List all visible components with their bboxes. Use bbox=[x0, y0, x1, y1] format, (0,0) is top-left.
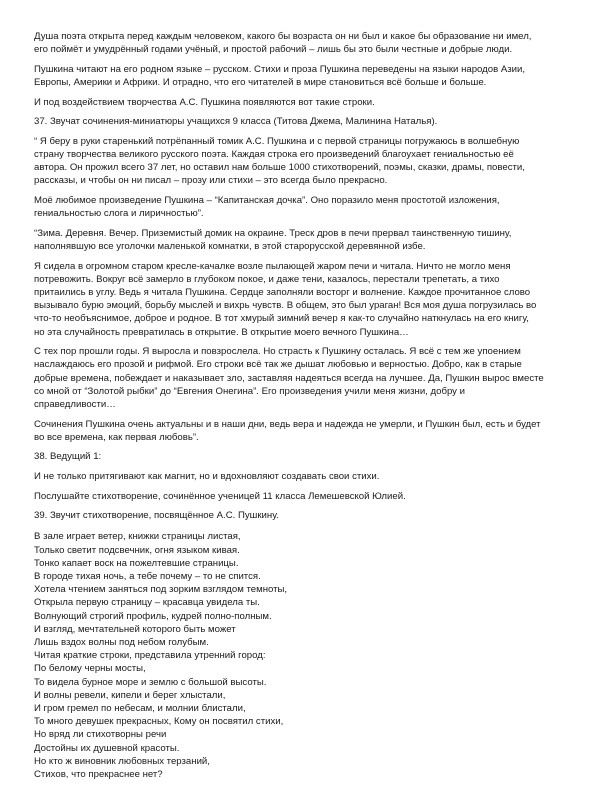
essay-2-paragraph-3: С тех пор прошли годы. Я выросла и повзрослела. Но страсть к Пушкину осталась. Я всё с тем же упоением наслаждаюсь его прозой и рифмой. Его строки всё так же дышат любовью и верностью. Добро, как в старые добрые времена, побеждает и наказывает зло, заставляя надеяться всегда на лучшее. Да, Пушкин вырос вместе со мной от “Золотой рыбки” до “Евгения Онегина”. Его произведения учили меня жизни, добру и справедливости… bbox=[34, 346, 544, 410]
poem-line: Открыла первую страницу – красавца увидела ты. bbox=[34, 597, 260, 609]
poem-line: Читая краткие строки, представила утренний город: bbox=[34, 650, 266, 662]
essay-2-paragraph-2: Я сидела в огромном старом кресле-качалке возле пылающей жаром печи и читала. Ничто не могло меня потревожить. Вокруг всё замерло в глубоком покое, и даже тени, казалось, перестали трепетать, а тихо притаились в углу. Ведь я читала Пушкина. Сердце заполняли восторг и волнение. Каждое прочитанное слово вызывало бурю эмоций, борьбу мыслей и вихрь чувств. В общем, это был ураган! Вся моя душа погрузилась во что-то необъяснимое, доброе и родное. В тот хмурый зимний вечер я как-то случайно наткнулась на его книгу, но эта случайность превратилась в открытие. В открытие моего вечного Пушкина… bbox=[34, 260, 537, 338]
paragraph-translations: Пушкина читают на его родном языке – русском. Стихи и проза Пушкина переведены на языки народов Азии, Европы, Америки и Африки. И отрадно, что его читателей в мире становиться всё больше и больше. bbox=[34, 63, 526, 88]
poem-line: И волны ревели, кипели и берег хлыстали, bbox=[34, 689, 226, 701]
poem-line: По белому черны мосты, bbox=[34, 663, 146, 675]
poem-line: То видела бурное море и землю с большой высоты. bbox=[34, 676, 267, 688]
document-page bbox=[34, 30, 580, 781]
poem bbox=[34, 530, 580, 781]
poem-line: Но кто ж виновник любовных терзаний, bbox=[34, 755, 210, 767]
poem-line: Тонко капает воск на пожелтевшие страницы. bbox=[34, 557, 239, 569]
poem-line: И гром гремел по небесам, и молнии блистали, bbox=[34, 703, 246, 715]
essay-2-paragraph-1: “Зима. Деревня. Вечер. Приземистый домик на окраине. Треск дров в печи прервал таинственную тишину, наполнявшую все уголочки маленькой комнатки, в этой старорусской деревянной избе. bbox=[34, 227, 512, 252]
paragraph-intro: Душа поэта открыта перед каждым человеком, какого бы возраста он ни был и какое бы образование ни имел, его поймёт и умудрённый годами учёный, и простой рабочий – лишь бы это были честные и добрые люди. bbox=[34, 31, 532, 56]
essay-2-paragraph-4: Сочинения Пушкина очень актуальны и в наши дни, ведь вера и надежда не умерли, и Пушкин был, есть и будет во все времена, как первая любовь”. bbox=[34, 418, 541, 443]
poem-line: В зале играет ветер, книжки страницы листая, bbox=[34, 531, 241, 543]
section-39-heading: 39. Звучит стихотворение, посвящённое А.С. Пушкину. bbox=[34, 510, 279, 522]
poem-line: Только светит подсвечник, огня языком кивая. bbox=[34, 544, 240, 556]
poem-line: Достойны их душевной красоты. bbox=[34, 742, 180, 754]
poem-line: Но вряд ли стихотворны речи bbox=[34, 729, 167, 741]
section-38-heading: 38. Ведущий 1: bbox=[34, 451, 102, 463]
host-line-2: Послушайте стихотворение, сочинённое ученицей 11 класса Лемешевской Юлией. bbox=[34, 490, 406, 502]
poem-line: Хотела чтением заняться под зорким взглядом темноты, bbox=[34, 584, 288, 596]
section-37-heading: 37. Звучат сочинения-миниатюры учащихся 9 класса (Титова Джема, Малинина Наталья). bbox=[34, 116, 438, 128]
poem-line: В городе тихая ночь, а тебе почему – то не спится. bbox=[34, 570, 261, 582]
poem-line: Стихов, что прекраснее нет? bbox=[34, 769, 163, 781]
poem-line: То много девушек прекрасных, Кому он посвятил стихи, bbox=[34, 716, 284, 728]
paragraph-lead-in: И под воздействием творчества А.С. Пушкина появляются вот такие строки. bbox=[34, 96, 375, 108]
essay-1-paragraph-2: Моё любимое произведение Пушкина – “Капитанская дочка”. Оно поразило меня простотой изложения, гениальностью слога и лиричностью”. bbox=[34, 194, 500, 220]
poem-line: Лишь вздох волны под небом голубым. bbox=[34, 637, 209, 648]
host-line-1: И не только притягивают как магнит, но и вдохновляют создавать свои стихи. bbox=[34, 470, 380, 482]
essay-1-paragraph-1: “ Я беру в руки старенький потрёпанный томик А.С. Пушкина и с первой страницы погружаюсь в волшебную страну творчества великого русского поэта. Каждая строка его произведений благоухает гениальностью её автора. Он прожил всего 37 лет, но оставил нам больше 1000 стихотворений, поэмы, сказки, драмы, повести, рассказы, и чтобы он ни писал – прозу или стихи – это всегда было прекрасно. bbox=[34, 135, 525, 187]
poem-line: И взгляд, мечтательней которого быть может bbox=[34, 623, 236, 635]
poem-line: Волнующий строгий профиль, кудрей полно-полным. bbox=[34, 610, 272, 622]
